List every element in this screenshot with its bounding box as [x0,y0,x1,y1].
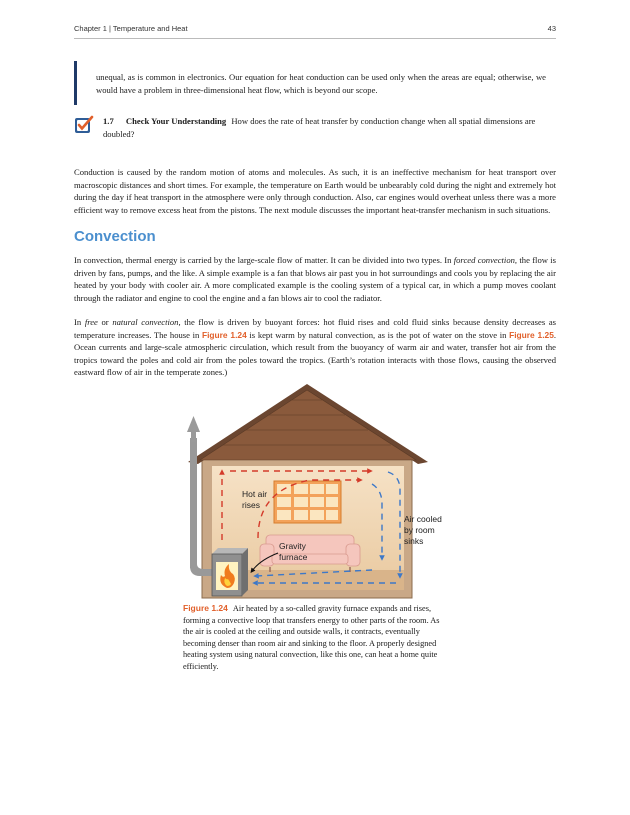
caption-text: Air heated by a so-called gravity furnace expands and rises, forming a convective loop that transfers energy to other parts of the room. As the air is cooled at the ceiling and outside walls, it contracts, eventually becoming denser than room air and sinking to the floor. A properly designed heating system using natural convection, like this one, can heat a home quite efficiently. [183,604,440,671]
paragraph-conduction: Conduction is caused by the random motion of atoms and molecules. As such, it is an ineffective mechanism for heat transport over macroscopic distances and short times. For example, the temperature on Earth would be unbearably cold during the night and extremely hot during the day if heat transport in the atmosphere were only through conduction. Also, car engines would overheat unless there was a more efficient way to remove excess heat from the pistons. The next module discusses the important heat-transfer mechanism in such situations. [74,167,556,215]
section-title: Convection [74,228,156,245]
caption-label: Figure 1.24 [183,603,228,613]
check-title: Check Your Understanding [125,116,227,126]
house-illustration [160,380,470,600]
roof-shingles [200,390,416,460]
check-number: 1.7 [103,116,114,126]
figure-house-convection [160,380,470,600]
paragraph-convection: In convection, thermal energy is carried by the large-scale flow of matter. It can be divided into two types. In forced convection, the flow is driven by fans, pumps, and the like. A simple example is a fan that blows air past you in hot surroundings and cools you by replacing the air heated by your body with cooler air. A more complicated example is the cooling system of a typical car, in which a pump moves coolant through the radiator and engine to cool the engine and a fan blows air to cool the radiator. [74,255,556,303]
header-rule [74,38,556,39]
chimney-arrow [187,416,200,442]
label-hot-air: Hot air rises [242,489,268,510]
continuation-bar [74,61,77,105]
label-cool-air: Air cooled by room sinks [404,514,442,546]
continuation-text: unequal, as is common in electronics. Our equation for heat conduction can be used only when the areas are equal; otherwise, we would have a problem in three-dimensional heat flow, which is beyond our scope. [96,72,546,95]
check-understanding-icon [74,115,94,135]
running-head-chapter: Chapter 1 | Temperature and Heat [74,24,188,33]
page-number: 43 [547,24,556,33]
paragraph-natural-convection: In free or natural convection, the flow is driven by buoyant forces: hot fluid rises and cold fluid sinks because density decreases as temperature increases. The house in Figure 1.24 is kept warm by natural convection, as is the pot of water on the stove in Figure 1.25. Ocean currents and large-scale atmospheric circulation, which result from the buoyancy of warm air and water, transfer hot air from the tropics toward the poles and cold air from the poles toward the tropics. (Earth’s rotation interacts with those flows, causing the observed eastward flow of air in the temperate zones.) [74,317,557,378]
chimney-pipe [190,438,197,568]
check-question: How does the rate of heat transfer by conduction change when all spatial dimensions are doubled? [103,116,536,139]
figure-link-1-24[interactable]: Figure 1.24 [201,329,247,340]
check-understanding [103,115,553,140]
figure-link-1-25[interactable]: Figure 1.25 [509,329,554,340]
figure-caption [183,603,445,673]
label-furnace: Gravity furnace [279,541,308,562]
furnace [212,548,248,596]
